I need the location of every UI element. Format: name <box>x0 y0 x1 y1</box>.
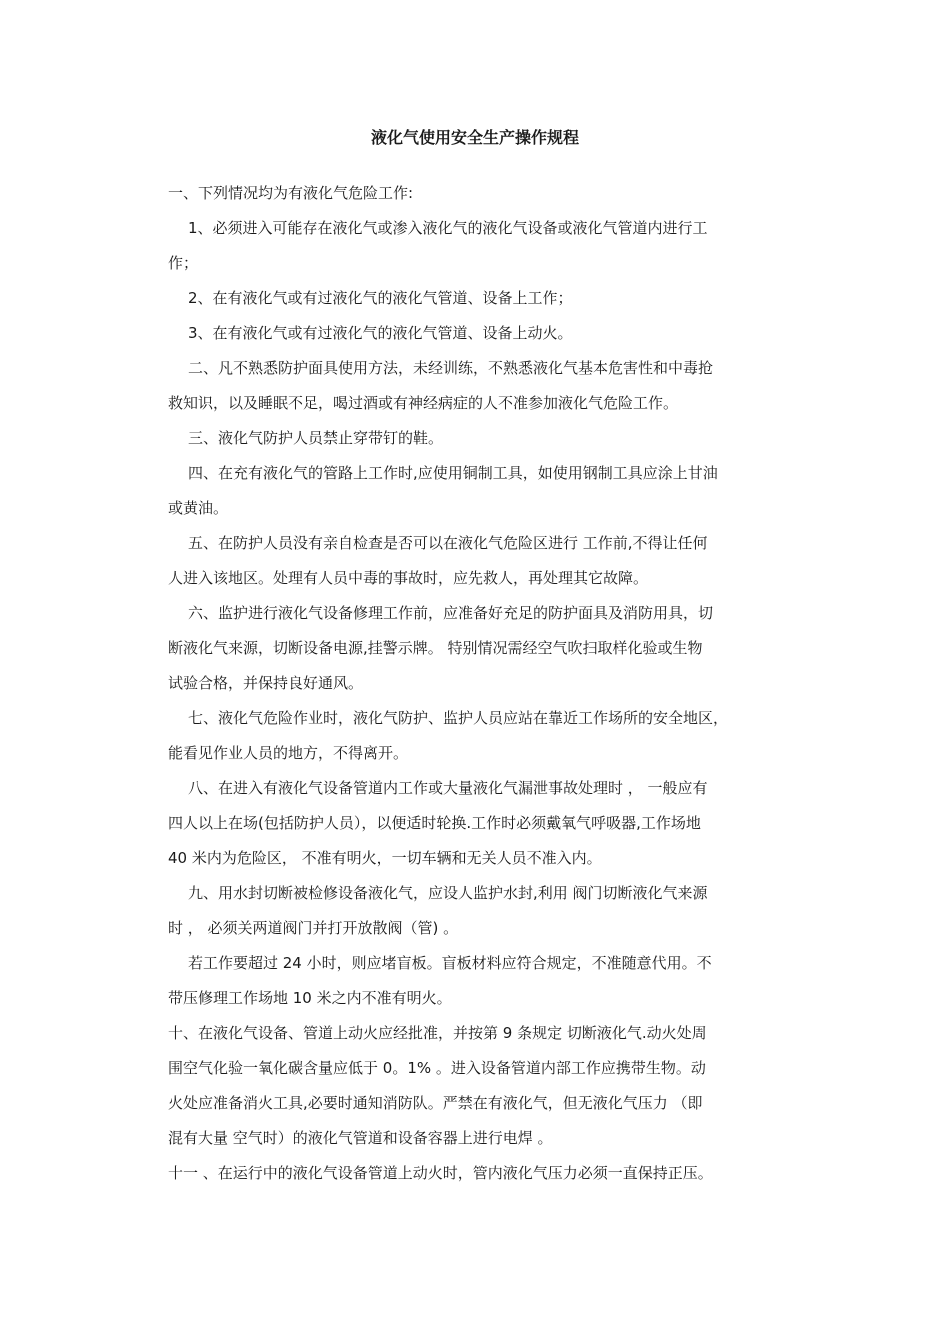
section-10-line-1: 十、在液化气设备、管道上动火应经批准，并按第 9 条规定 切断液化气.动火处周 <box>168 1024 707 1042</box>
section-3: 三、液化气防护人员禁止穿带钉的鞋。 <box>188 429 444 447</box>
item-2: 2、在有液化气或有过液化气的液化气管道、设备上工作； <box>188 289 573 307</box>
section-9-note-line-2: 带压修理工作场地 10 米之内不准有明火。 <box>168 989 452 1007</box>
item-1-line-2: 作； <box>168 254 199 272</box>
section-9-line-2: 时 ， 必须关两道阀门并打开放散阀（管) 。 <box>168 919 459 937</box>
section-8-line-3: 40 米内为危险区， 不准有明火，一切车辆和无关人员不准入内。 <box>168 849 602 867</box>
section-7-line-1: 七、液化气危险作业时，液化气防护、监护人员应站在靠近工作场所的安全地区， <box>188 709 729 727</box>
document-title: 液化气使用安全生产操作规程 <box>370 128 579 147</box>
section-9-note-line-1: 若工作要超过 24 小时，则应堵盲板。盲板材料应符合规定，不准随意代用。不 <box>188 954 712 972</box>
document-body <box>168 176 788 1191</box>
section-2-line-1: 二、凡不熟悉防护面具使用方法，未经训练，不熟悉液化气基本危害性和中毒抢 <box>188 359 714 377</box>
item-1-line-1: 1、必须进入可能存在液化气或渗入液化气的液化气设备或液化气管道内进行工 <box>188 219 708 237</box>
section-11: 十一 、在运行中的液化气设备管道上动火时，管内液化气压力必须一直保持正压。 <box>168 1164 713 1182</box>
section-10-line-2: 围空气化验一氧化碳含量应低于 0。1% 。进入设备管道内部工作应携带生物。动 <box>168 1059 706 1077</box>
section-5-line-1: 五、在防护人员没有亲自检查是否可以在液化气危险区进行 工作前,不得让任何 <box>188 534 708 552</box>
section-6-line-2: 断液化气来源，切断设备电源,挂警示牌。 特别情况需经空气吹扫取样化验或生物 <box>168 639 703 657</box>
section-4-line-1: 四、在充有液化气的管路上工作时,应使用铜制工具，如使用钢制工具应涂上甘油 <box>188 464 718 482</box>
section-10-line-3: 火处应准备消火工具,必要时通知消防队。严禁在有液化气，但无液化气压力 （即 <box>168 1094 703 1112</box>
section-10-line-4: 混有大量 空气时）的液化气管道和设备容器上进行电焊 。 <box>168 1129 553 1147</box>
section-5-line-2: 人进入该地区。处理有人员中毒的事故时，应先救人，再处理其它故障。 <box>168 569 649 587</box>
section-8-line-2: 四人以上在场(包括防护人员），以便适时轮换.工作时必须戴氧气呼吸器,工作场地 <box>168 814 701 832</box>
item-3: 3、在有液化气或有过液化气的液化气管道、设备上动火。 <box>188 324 573 342</box>
section-8-line-1: 八、在进入有液化气设备管道内工作或大量液化气漏泄事故处理时 ， 一般应有 <box>188 779 708 797</box>
section-2-line-2: 救知识，以及睡眠不足，喝过酒或有神经病症的人不准参加液化气危险工作。 <box>168 394 679 412</box>
section-6-line-1: 六、监护进行液化气设备修理工作前，应准备好充足的防护面具及消防用具，切 <box>188 604 714 622</box>
section-6-line-3: 试验合格，并保持良好通风。 <box>168 674 364 692</box>
section-heading-1: 一、下列情况均为有液化气危险工作: <box>168 184 414 202</box>
section-4-line-2: 或黄油。 <box>168 499 229 517</box>
section-9-line-1: 九、用水封切断被检修设备液化气，应设人监护水封,利用 阀门切断液化气来源 <box>188 884 708 902</box>
section-7-line-2: 能看见作业人员的地方，不得离开。 <box>168 744 409 762</box>
